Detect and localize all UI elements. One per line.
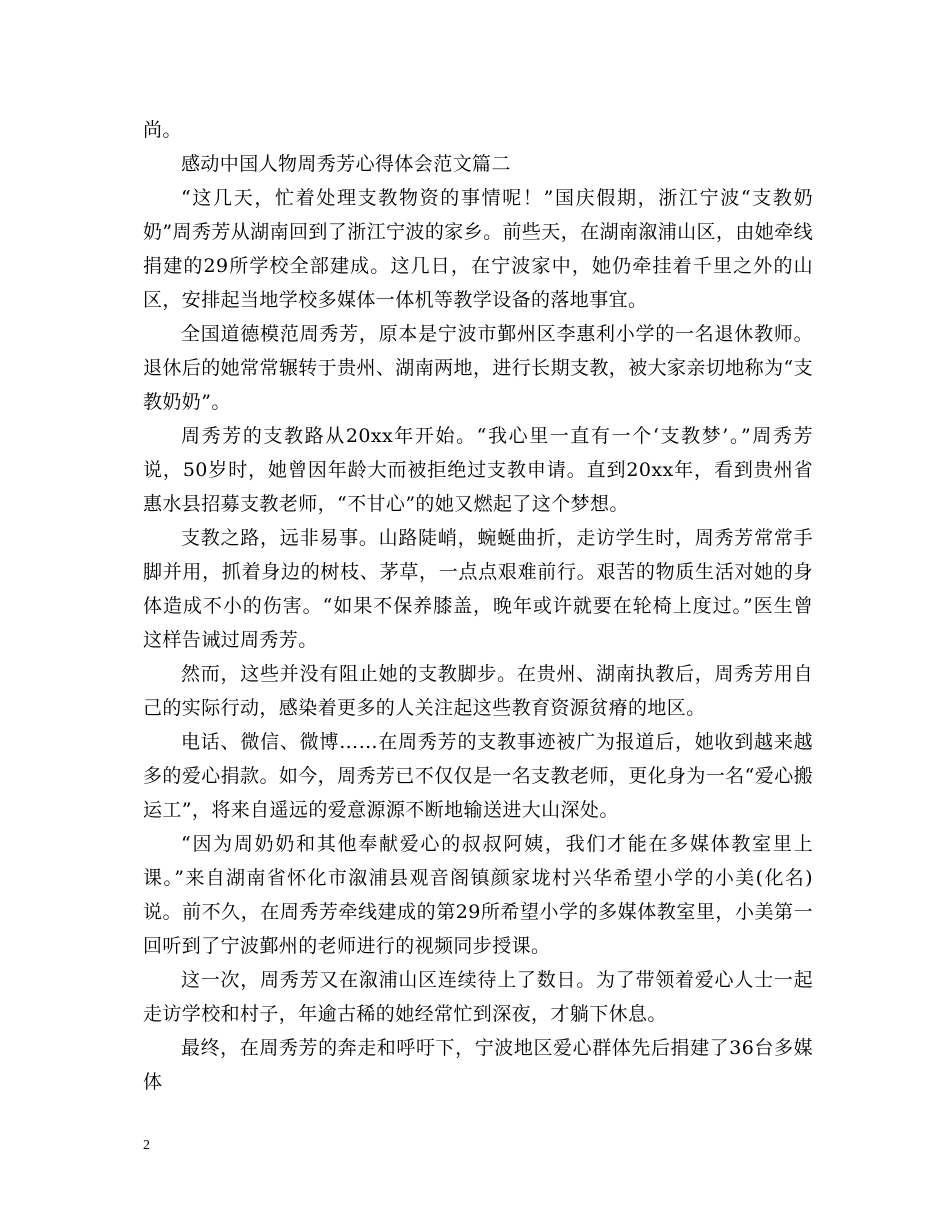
paragraph: 最终，在周秀芳的奔走和呼吁下，宁波地区爱心群体先后捐建了36台多媒体 xyxy=(143,1037,813,1093)
document-body xyxy=(143,113,813,1099)
paragraph: 电话、微信、微博……在周秀芳的支教事迹被广为报道后，她收到越来越多的爱心捐款。如今，周秀芳已不仅仅是一名支教老师，更化身为一名“爱心搬运工”，将来自遥远的爱意源源不断地输送进大山深处。 xyxy=(143,731,813,821)
paragraph: 周秀芳的支教路从20xx年开始。“我心里一直有一个‘支教梦’。”周秀芳说，50岁时，她曾因年龄大而被拒绝过支教申请。直到20xx年，看到贵州省惠水县招募支教老师，“不甘心”的她又燃起了这个梦想。 xyxy=(143,425,813,515)
paragraph: 然而，这些并没有阻止她的支教脚步。在贵州、湖南执教后，周秀芳用自己的实际行动，感染着更多的人关注起这些教育资源贫瘠的地区。 xyxy=(143,663,813,719)
section-heading: 感动中国人物周秀芳心得体会范文篇二 xyxy=(181,153,511,175)
paragraph-continuation: 尚。 xyxy=(143,119,182,141)
paragraph: 这一次，周秀芳又在溆浦山区连续待上了数日。为了带领着爱心人士一起走访学校和村子，年逾古稀的她经常忙到深夜，才躺下休息。 xyxy=(143,969,813,1025)
paragraph: “这几天，忙着处理支教物资的事情呢！”国庆假期，浙江宁波“支教奶奶”周秀芳从湖南回到了浙江宁波的家乡。前些天，在湖南溆浦山区，由她牵线捐建的29所学校全部建成。这几日，在宁波家中，她仍牵挂着千里之外的山区，安排起当地学校多媒体一体机等教学设备的落地事宜。 xyxy=(143,187,813,311)
paragraph: 全国道德模范周秀芳，原本是宁波市鄞州区李惠利小学的一名退休教师。退休后的她常常辗转于贵州、湖南两地，进行长期支教，被大家亲切地称为“支教奶奶”。 xyxy=(143,323,813,413)
paragraph: “因为周奶奶和其他奉献爱心的叔叔阿姨，我们才能在多媒体教室里上课。”来自湖南省怀化市溆浦县观音阁镇颜家垅村兴华希望小学的小美(化名)说。前不久，在周秀芳牵线建成的第29所希望小学的多媒体教室里，小美第一回听到了宁波鄞州的老师进行的视频同步授课。 xyxy=(143,833,813,957)
paragraph: 支教之路，远非易事。山路陡峭，蜿蜒曲折，走访学生时，周秀芳常常手脚并用，抓着身边的树枝、茅草，一点点艰难前行。艰苦的物质生活对她的身体造成不小的伤害。“如果不保养膝盖，晚年或许就要在轮椅上度过。”医生曾这样告诫过周秀芳。 xyxy=(143,527,813,651)
page-number: 2 xyxy=(143,1138,150,1153)
